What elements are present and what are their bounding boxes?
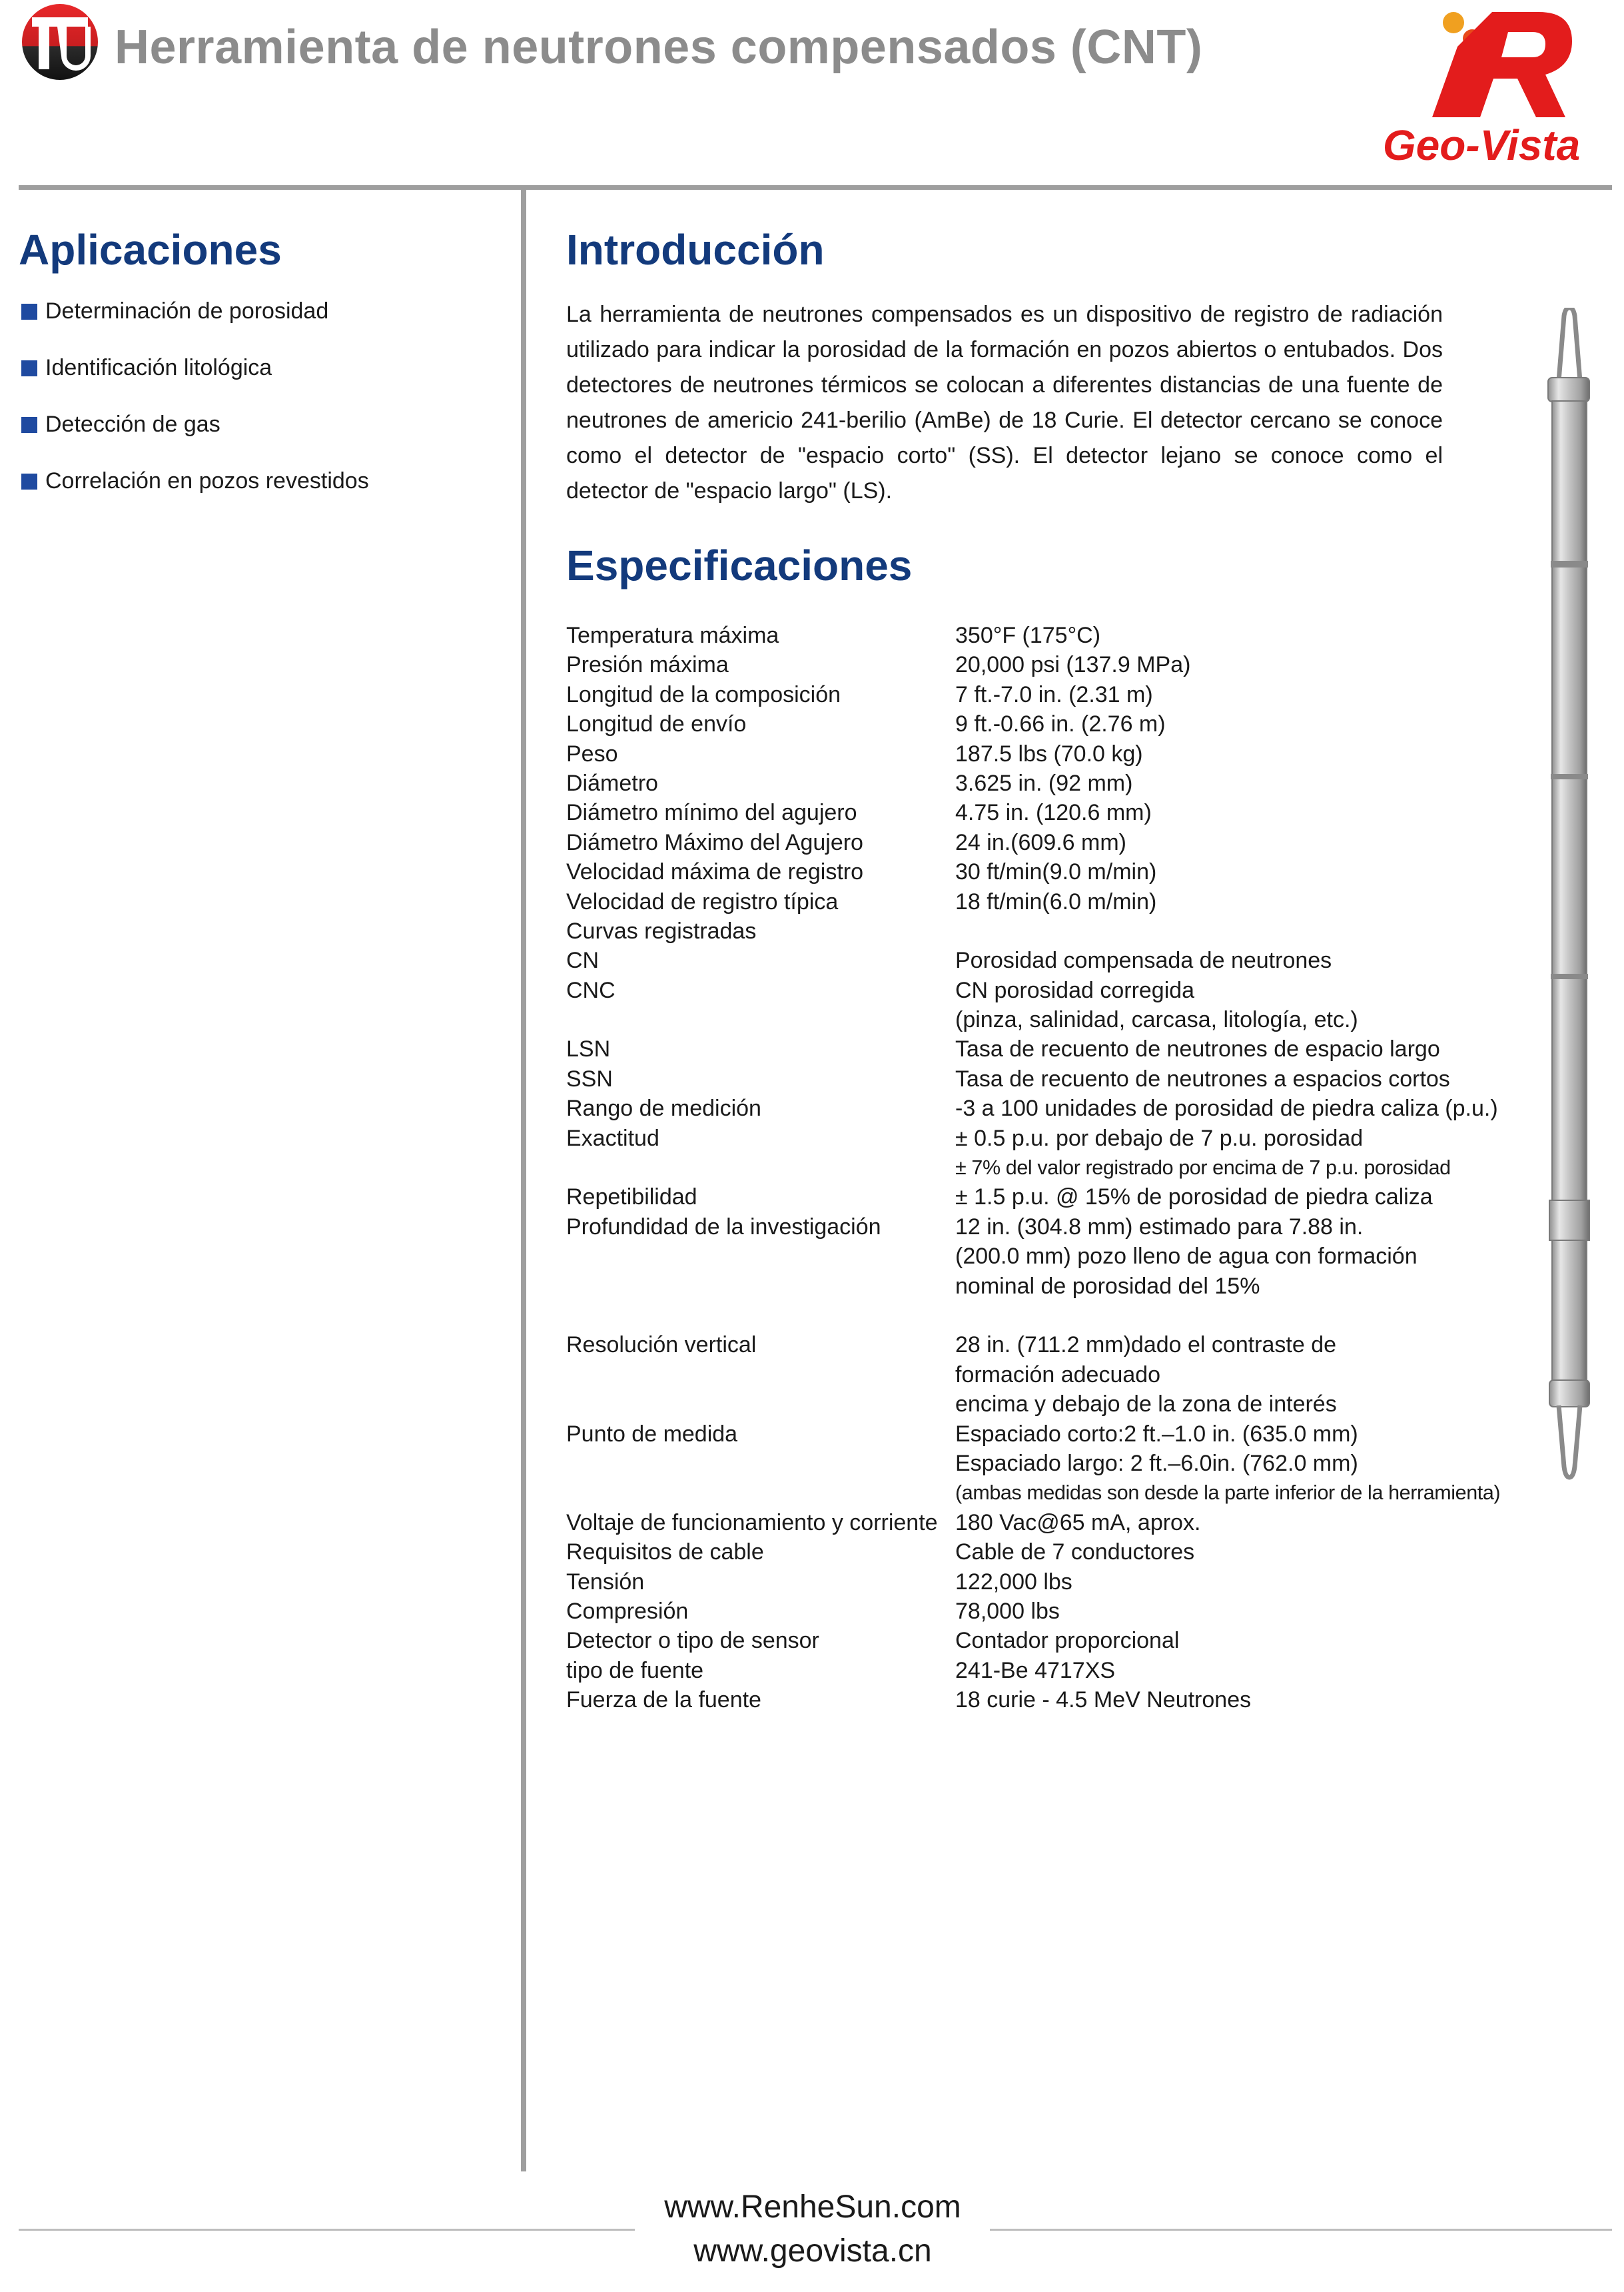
spec-value: 350°F (175°C): [955, 623, 1101, 648]
spec-label: Diámetro: [566, 770, 658, 796]
spec-label: CNC: [566, 977, 615, 1003]
spec-row: [566, 1034, 1500, 1064]
spec-label: [566, 1449, 955, 1478]
introduction-heading: Introducción: [566, 226, 825, 274]
spec-row: [566, 1064, 1500, 1094]
spec-value: -3 a 100 unidades de porosidad de piedra caliza (p.u.): [955, 1096, 1498, 1122]
footer-url-geovista[interactable]: www.geovista.cn: [693, 2233, 932, 2269]
spec-row: [566, 828, 1500, 857]
application-item: [21, 468, 369, 494]
spec-row: [566, 621, 1500, 650]
spec-label: Temperatura máxima: [566, 623, 779, 648]
spec-label: Velocidad de registro típica: [566, 889, 839, 915]
spec-value: 28 in. (711.2 mm)dado el contraste de: [955, 1332, 1337, 1358]
spec-label: Velocidad máxima de registro: [566, 859, 864, 885]
spec-value: nominal de porosidad del 15%: [955, 1273, 1260, 1299]
spec-label: Repetibilidad: [566, 1184, 697, 1210]
spec-label: [566, 1301, 955, 1330]
footer-url-renhesun[interactable]: www.RenheSun.com: [664, 2189, 961, 2225]
spec-label: CN: [566, 948, 600, 974]
spec-row: [566, 1419, 1500, 1449]
application-item: [21, 355, 272, 381]
spec-row: [566, 1656, 1500, 1685]
spec-row: [566, 1272, 1500, 1301]
spec-value: 12 in. (304.8 mm) estimado para 7.88 in.: [955, 1214, 1364, 1240]
spec-value: 187.5 lbs (70.0 kg): [955, 741, 1143, 767]
spec-value: 241-Be 4717XS: [955, 1657, 1116, 1683]
spec-label: Diámetro mínimo del agujero: [566, 800, 857, 826]
spec-row: [566, 946, 1500, 975]
spec-row: [566, 1301, 1500, 1330]
spec-value: (ambas medidas son desde la parte inferior de la herramienta): [955, 1481, 1501, 1505]
spec-label: Voltaje de funcionamiento y corriente: [566, 1509, 938, 1535]
spec-label: [566, 1478, 955, 1507]
spec-row: [566, 1124, 1500, 1153]
column-divider: [521, 190, 526, 2171]
spec-row: [566, 1005, 1500, 1034]
spec-row: [566, 1626, 1500, 1655]
spec-row: [566, 1242, 1500, 1271]
spec-value: 78,000 lbs: [955, 1598, 1060, 1624]
spec-row: [566, 1685, 1500, 1715]
spec-value: 180 Vac@65 mA, aprox.: [955, 1509, 1201, 1535]
spec-row: [566, 887, 1500, 917]
footer-divider-right: [990, 2229, 1612, 2231]
specifications-heading: Especificaciones: [566, 542, 913, 589]
spec-value: Espaciado corto:2 ft.–1.0 in. (635.0 mm): [955, 1421, 1358, 1447]
spec-row: [566, 650, 1500, 679]
applications-heading: Aplicaciones: [19, 226, 282, 274]
geo-vista-logo: [1339, 0, 1619, 173]
spec-row: [566, 769, 1500, 798]
square-bullet-icon: [21, 417, 37, 433]
spec-row: [566, 680, 1500, 709]
spec-value: ± 0.5 p.u. por debajo de 7 p.u. porosidad: [955, 1125, 1364, 1151]
spec-label: Requisitos de cable: [566, 1539, 764, 1565]
spec-label: tipo de fuente: [566, 1657, 704, 1683]
square-bullet-icon: [21, 474, 37, 490]
spec-label: Peso: [566, 741, 618, 767]
neutron-tool-image: [1525, 308, 1605, 1480]
spec-value: (200.0 mm) pozo lleno de agua con formación: [955, 1244, 1418, 1270]
spec-row: [566, 857, 1500, 887]
spec-row: [566, 1597, 1500, 1626]
spec-label: [566, 1005, 955, 1034]
spec-label: [566, 1389, 955, 1419]
spec-label: Rango de medición: [566, 1096, 761, 1122]
spec-value: 4.75 in. (120.6 mm): [955, 800, 1152, 826]
spec-row: [566, 1094, 1500, 1123]
spec-row: [566, 1182, 1500, 1212]
spec-value: 24 in.(609.6 mm): [955, 829, 1126, 855]
spec-value: 18 ft/min(6.0 m/min): [955, 889, 1157, 915]
spec-value: ± 7% del valor registrado por encima de 7 p.u. porosidad: [955, 1156, 1451, 1180]
spec-label: [566, 1242, 955, 1271]
spec-value: Espaciado largo: 2 ft.–6.0in. (762.0 mm): [955, 1450, 1358, 1476]
spec-label: Diámetro Máximo del Agujero: [566, 829, 863, 855]
spec-label: Exactitud: [566, 1125, 659, 1151]
spec-label: Longitud de envío: [566, 711, 747, 737]
spec-row: [566, 739, 1500, 769]
footer-divider-left: [19, 2229, 635, 2231]
geo-vista-wordmark: Geo-Vista: [1382, 121, 1581, 169]
spec-label: [566, 1360, 955, 1389]
spec-row: [566, 1360, 1500, 1389]
spec-label: Tensión: [566, 1569, 645, 1595]
square-bullet-icon: [21, 360, 37, 376]
spec-label: Detector o tipo de sensor: [566, 1628, 819, 1654]
spec-row: [566, 798, 1500, 827]
spec-row: [566, 976, 1500, 1005]
spec-value: Contador proporcional: [955, 1628, 1180, 1654]
spec-label: Compresión: [566, 1598, 689, 1624]
application-item-label: Identificación litológica: [45, 355, 272, 380]
spec-label: LSN: [566, 1036, 611, 1062]
spec-row: [566, 1567, 1500, 1597]
spec-row: [566, 1449, 1500, 1478]
application-item: [21, 412, 220, 438]
spec-value: 9 ft.-0.66 in. (2.76 m): [955, 711, 1166, 737]
spec-row: [566, 1389, 1500, 1419]
application-item-label: Detección de gas: [45, 412, 220, 437]
spec-value: 7 ft.-7.0 in. (2.31 m): [955, 681, 1153, 707]
application-item-label: Correlación en pozos revestidos: [45, 468, 369, 494]
spec-value: 30 ft/min(9.0 m/min): [955, 859, 1157, 885]
spec-value: Tasa de recuento de neutrones de espacio largo: [955, 1036, 1440, 1062]
specifications-table: [566, 621, 1500, 1715]
spec-row: [566, 1478, 1500, 1507]
spec-label: Curvas registradas: [566, 918, 757, 944]
document-title: Herramienta de neutrones compensados (CNT): [115, 21, 1203, 74]
application-item-label: Determinación de porosidad: [45, 298, 329, 324]
renhe-tu-logo: [19, 3, 101, 81]
spec-row: [566, 1508, 1500, 1537]
spec-label: [566, 1153, 955, 1182]
spec-row: [566, 1212, 1500, 1242]
introduction-paragraph: La herramienta de neutrones compensados es un dispositivo de registro de radiación utilizado para indicar la porosidad de la formación en pozos abiertos o entubados. Dos detectores de neutrones térmicos se colocan a diferentes distancias de una fuente de neutrones de americio 241-berilio (AmBe) de 18 Curie. El detector cercano se conoce como el detector de "espacio corto" (SS). El detector lejano se conoce como el detector de "espacio largo" (LS).: [566, 302, 1443, 504]
spec-row: [566, 1330, 1500, 1359]
spec-label: Profundidad de la investigación: [566, 1214, 881, 1240]
spec-label: Presión máxima: [566, 652, 729, 678]
spec-value: 20,000 psi (137.9 MPa): [955, 652, 1191, 678]
spec-value: (pinza, salinidad, carcasa, litología, etc.): [955, 1007, 1358, 1033]
square-bullet-icon: [21, 304, 37, 320]
header-divider: [19, 185, 1612, 190]
spec-label: Punto de medida: [566, 1421, 738, 1447]
spec-label: Fuerza de la fuente: [566, 1687, 761, 1713]
spec-label: Resolución vertical: [566, 1332, 757, 1358]
spec-row: [566, 917, 1500, 946]
spec-value: 18 curie - 4.5 MeV Neutrones: [955, 1687, 1252, 1713]
spec-value: encima y debajo de la zona de interés: [955, 1391, 1337, 1417]
spec-row: [566, 709, 1500, 739]
spec-value: Tasa de recuento de neutrones a espacios cortos: [955, 1066, 1450, 1092]
spec-label: SSN: [566, 1066, 613, 1092]
spec-value: CN porosidad corregida: [955, 977, 1195, 1003]
spec-value: Cable de 7 conductores: [955, 1539, 1195, 1565]
spec-value: 122,000 lbs: [955, 1569, 1072, 1595]
spec-value: ± 1.5 p.u. @ 15% de porosidad de piedra caliza: [955, 1184, 1433, 1210]
spec-value: 3.625 in. (92 mm): [955, 770, 1133, 796]
application-item: [21, 298, 328, 324]
spec-row: [566, 1153, 1500, 1182]
spec-row: [566, 1537, 1500, 1567]
spec-value: formación adecuado: [955, 1361, 1161, 1387]
spec-value: Porosidad compensada de neutrones: [955, 948, 1332, 974]
spec-label: [566, 1272, 955, 1301]
spec-label: Longitud de la composición: [566, 681, 841, 707]
